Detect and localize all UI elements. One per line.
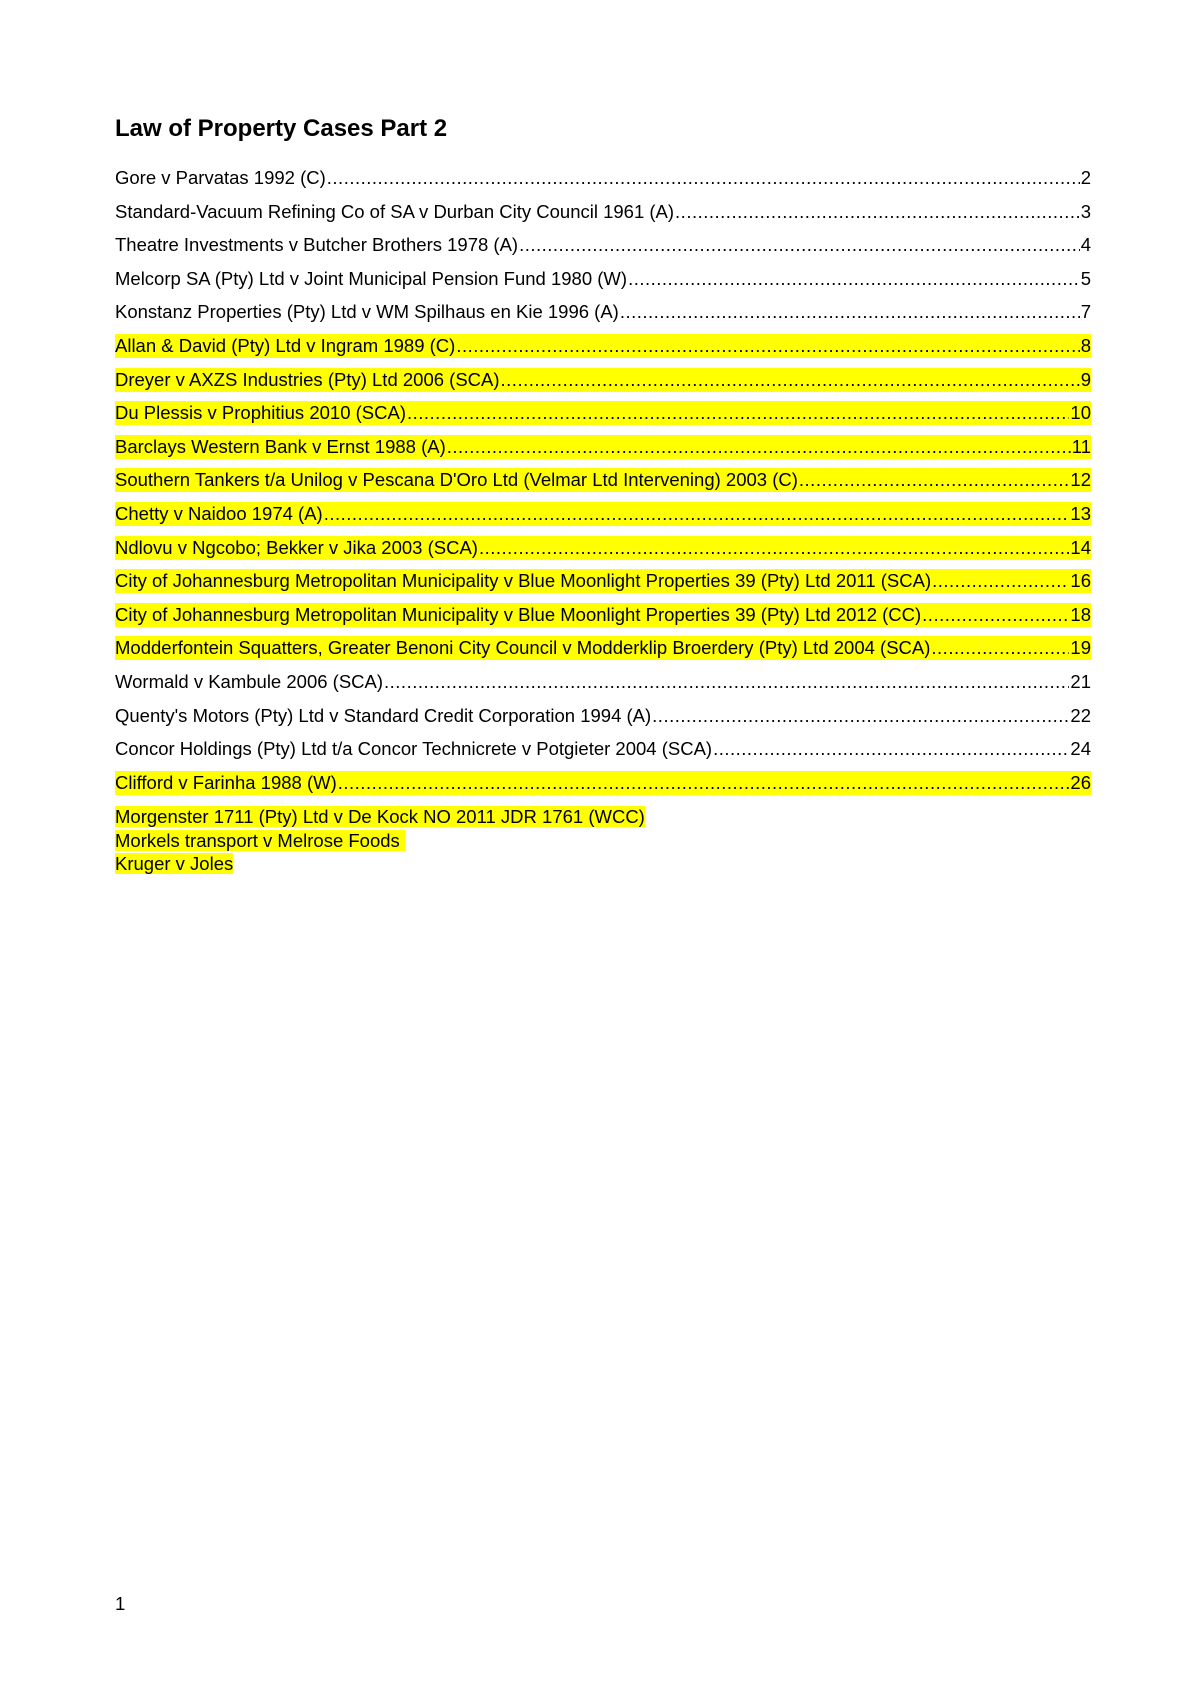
toc-dot-leader bbox=[931, 636, 1069, 660]
additional-case-text: Morgenster 1711 (Pty) Ltd v De Kock NO 2011 JDR 1761 (WCC) bbox=[115, 806, 645, 827]
toc-entry[interactable] bbox=[115, 737, 1091, 761]
document-title: Law of Property Cases Part 2 bbox=[115, 115, 448, 142]
toc-entry-label: Konstanz Properties (Pty) Ltd v WM Spilhaus en Kie 1996 (A) bbox=[115, 301, 619, 323]
toc-dot-leader bbox=[922, 603, 1069, 627]
toc-entry-label: Clifford v Farinha 1988 (W) bbox=[115, 771, 337, 793]
toc-dot-leader bbox=[501, 368, 1080, 392]
toc-entry-label: Concor Holdings (Pty) Ltd t/a Concor Technicrete v Potgieter 2004 (SCA) bbox=[115, 738, 713, 760]
additional-cases-list bbox=[115, 805, 645, 876]
additional-case-item bbox=[115, 805, 645, 829]
toc-dot-leader bbox=[932, 569, 1069, 593]
toc-entry[interactable] bbox=[115, 233, 1091, 257]
toc-dot-leader bbox=[384, 670, 1069, 694]
toc-entry-page-number: 14 bbox=[1070, 536, 1091, 558]
toc-dot-leader bbox=[675, 200, 1080, 224]
additional-case-item bbox=[115, 852, 645, 876]
toc-entry[interactable] bbox=[115, 704, 1091, 728]
toc-entry[interactable] bbox=[115, 435, 1091, 459]
toc-entry-label: Ndlovu v Ngcobo; Bekker v Jika 2003 (SCA) bbox=[115, 536, 478, 558]
toc-entry-page-number: 19 bbox=[1070, 637, 1091, 659]
toc-entry-page-number: 11 bbox=[1071, 435, 1091, 457]
toc-entry-page-number: 13 bbox=[1070, 502, 1091, 524]
toc-entry-page-number: 16 bbox=[1070, 570, 1091, 592]
toc-entry-label: Modderfontein Squatters, Greater Benoni City Council v Modderklip Broerdery (Pty) Ltd 2004 (SCA) bbox=[115, 637, 931, 659]
toc-entry-page-number: 22 bbox=[1070, 704, 1091, 726]
toc-entry-label: Du Plessis v Prophitius 2010 (SCA) bbox=[115, 402, 406, 424]
toc-entry-label: City of Johannesburg Metropolitan Municipality v Blue Moonlight Properties 39 (Pty) Ltd 2011 (SCA) bbox=[115, 570, 932, 592]
additional-case-text: Morkels transport v Melrose Foods bbox=[115, 829, 405, 851]
toc-entry-label: Barclays Western Bank v Ernst 1988 (A) bbox=[115, 435, 446, 457]
toc-dot-leader bbox=[799, 468, 1070, 492]
toc-entry[interactable] bbox=[115, 536, 1091, 560]
toc-entry-page-number: 9 bbox=[1080, 368, 1091, 390]
toc-entry-page-number: 2 bbox=[1080, 167, 1091, 188]
toc-dot-leader bbox=[407, 401, 1069, 425]
toc-entry-page-number: 21 bbox=[1070, 670, 1091, 692]
toc-entry-page-number: 8 bbox=[1080, 334, 1091, 356]
toc-entry-label: Gore v Parvatas 1992 (C) bbox=[115, 167, 326, 188]
toc-dot-leader bbox=[324, 502, 1070, 526]
toc-dot-leader bbox=[327, 166, 1080, 190]
toc-entry[interactable] bbox=[115, 300, 1091, 324]
toc-entry-label: Standard-Vacuum Refining Co of SA v Durban City Council 1961 (A) bbox=[115, 200, 675, 222]
toc-entry-label: Dreyer v AXZS Industries (Pty) Ltd 2006 (SCA) bbox=[115, 368, 500, 390]
toc-dot-leader bbox=[447, 435, 1071, 459]
toc-entry[interactable] bbox=[115, 771, 1091, 795]
toc-entry[interactable] bbox=[115, 401, 1091, 425]
toc-entry[interactable] bbox=[115, 502, 1091, 526]
additional-case-text: Kruger v Joles bbox=[115, 853, 234, 874]
toc-entry-label: Theatre Investments v Butcher Brothers 1978 (A) bbox=[115, 234, 519, 256]
toc-dot-leader bbox=[456, 334, 1079, 358]
toc-entry-label: Quenty's Motors (Pty) Ltd v Standard Credit Corporation 1994 (A) bbox=[115, 704, 652, 726]
page-number: 1 bbox=[115, 1593, 126, 1614]
toc-dot-leader bbox=[620, 300, 1080, 324]
toc-dot-leader bbox=[338, 771, 1070, 795]
toc-entry-page-number: 18 bbox=[1070, 603, 1091, 625]
toc-entry[interactable] bbox=[115, 569, 1091, 593]
toc-entry-label: Wormald v Kambule 2006 (SCA) bbox=[115, 670, 384, 692]
toc-entry[interactable] bbox=[115, 636, 1091, 660]
toc-entry-label: Chetty v Naidoo 1974 (A) bbox=[115, 502, 323, 524]
toc-entry[interactable] bbox=[115, 603, 1091, 627]
toc-entry-page-number: 24 bbox=[1070, 738, 1091, 760]
toc-entry[interactable] bbox=[115, 468, 1091, 492]
toc-entry[interactable] bbox=[115, 670, 1091, 694]
toc-entry-page-number: 10 bbox=[1070, 402, 1091, 424]
toc-dot-leader bbox=[479, 536, 1069, 560]
additional-case-item bbox=[115, 829, 645, 853]
toc-dot-leader bbox=[628, 267, 1080, 291]
toc-entry-page-number: 3 bbox=[1080, 200, 1091, 222]
toc-entry-label: City of Johannesburg Metropolitan Municipality v Blue Moonlight Properties 39 (Pty) Ltd 2012 (CC) bbox=[115, 603, 922, 625]
toc-entry-label: Melcorp SA (Pty) Ltd v Joint Municipal Pension Fund 1980 (W) bbox=[115, 267, 628, 289]
toc-entry[interactable] bbox=[115, 166, 1091, 190]
toc-entry[interactable] bbox=[115, 267, 1091, 291]
toc-entry-page-number: 26 bbox=[1070, 771, 1091, 793]
toc-entry-page-number: 7 bbox=[1080, 301, 1091, 323]
toc-entry[interactable] bbox=[115, 368, 1091, 392]
toc-entry-page-number: 5 bbox=[1080, 267, 1091, 289]
table-of-contents bbox=[115, 166, 1091, 804]
toc-entry[interactable] bbox=[115, 334, 1091, 358]
toc-entry[interactable] bbox=[115, 200, 1091, 224]
toc-dot-leader bbox=[519, 233, 1080, 257]
toc-dot-leader bbox=[652, 704, 1069, 728]
toc-entry-page-number: 12 bbox=[1070, 469, 1091, 491]
toc-entry-label: Allan & David (Pty) Ltd v Ingram 1989 (C) bbox=[115, 334, 456, 356]
toc-entry-label: Southern Tankers t/a Unilog v Pescana D'Oro Ltd (Velmar Ltd Intervening) 2003 (C) bbox=[115, 469, 798, 491]
toc-entry-page-number: 4 bbox=[1080, 234, 1091, 256]
toc-dot-leader bbox=[713, 737, 1069, 761]
